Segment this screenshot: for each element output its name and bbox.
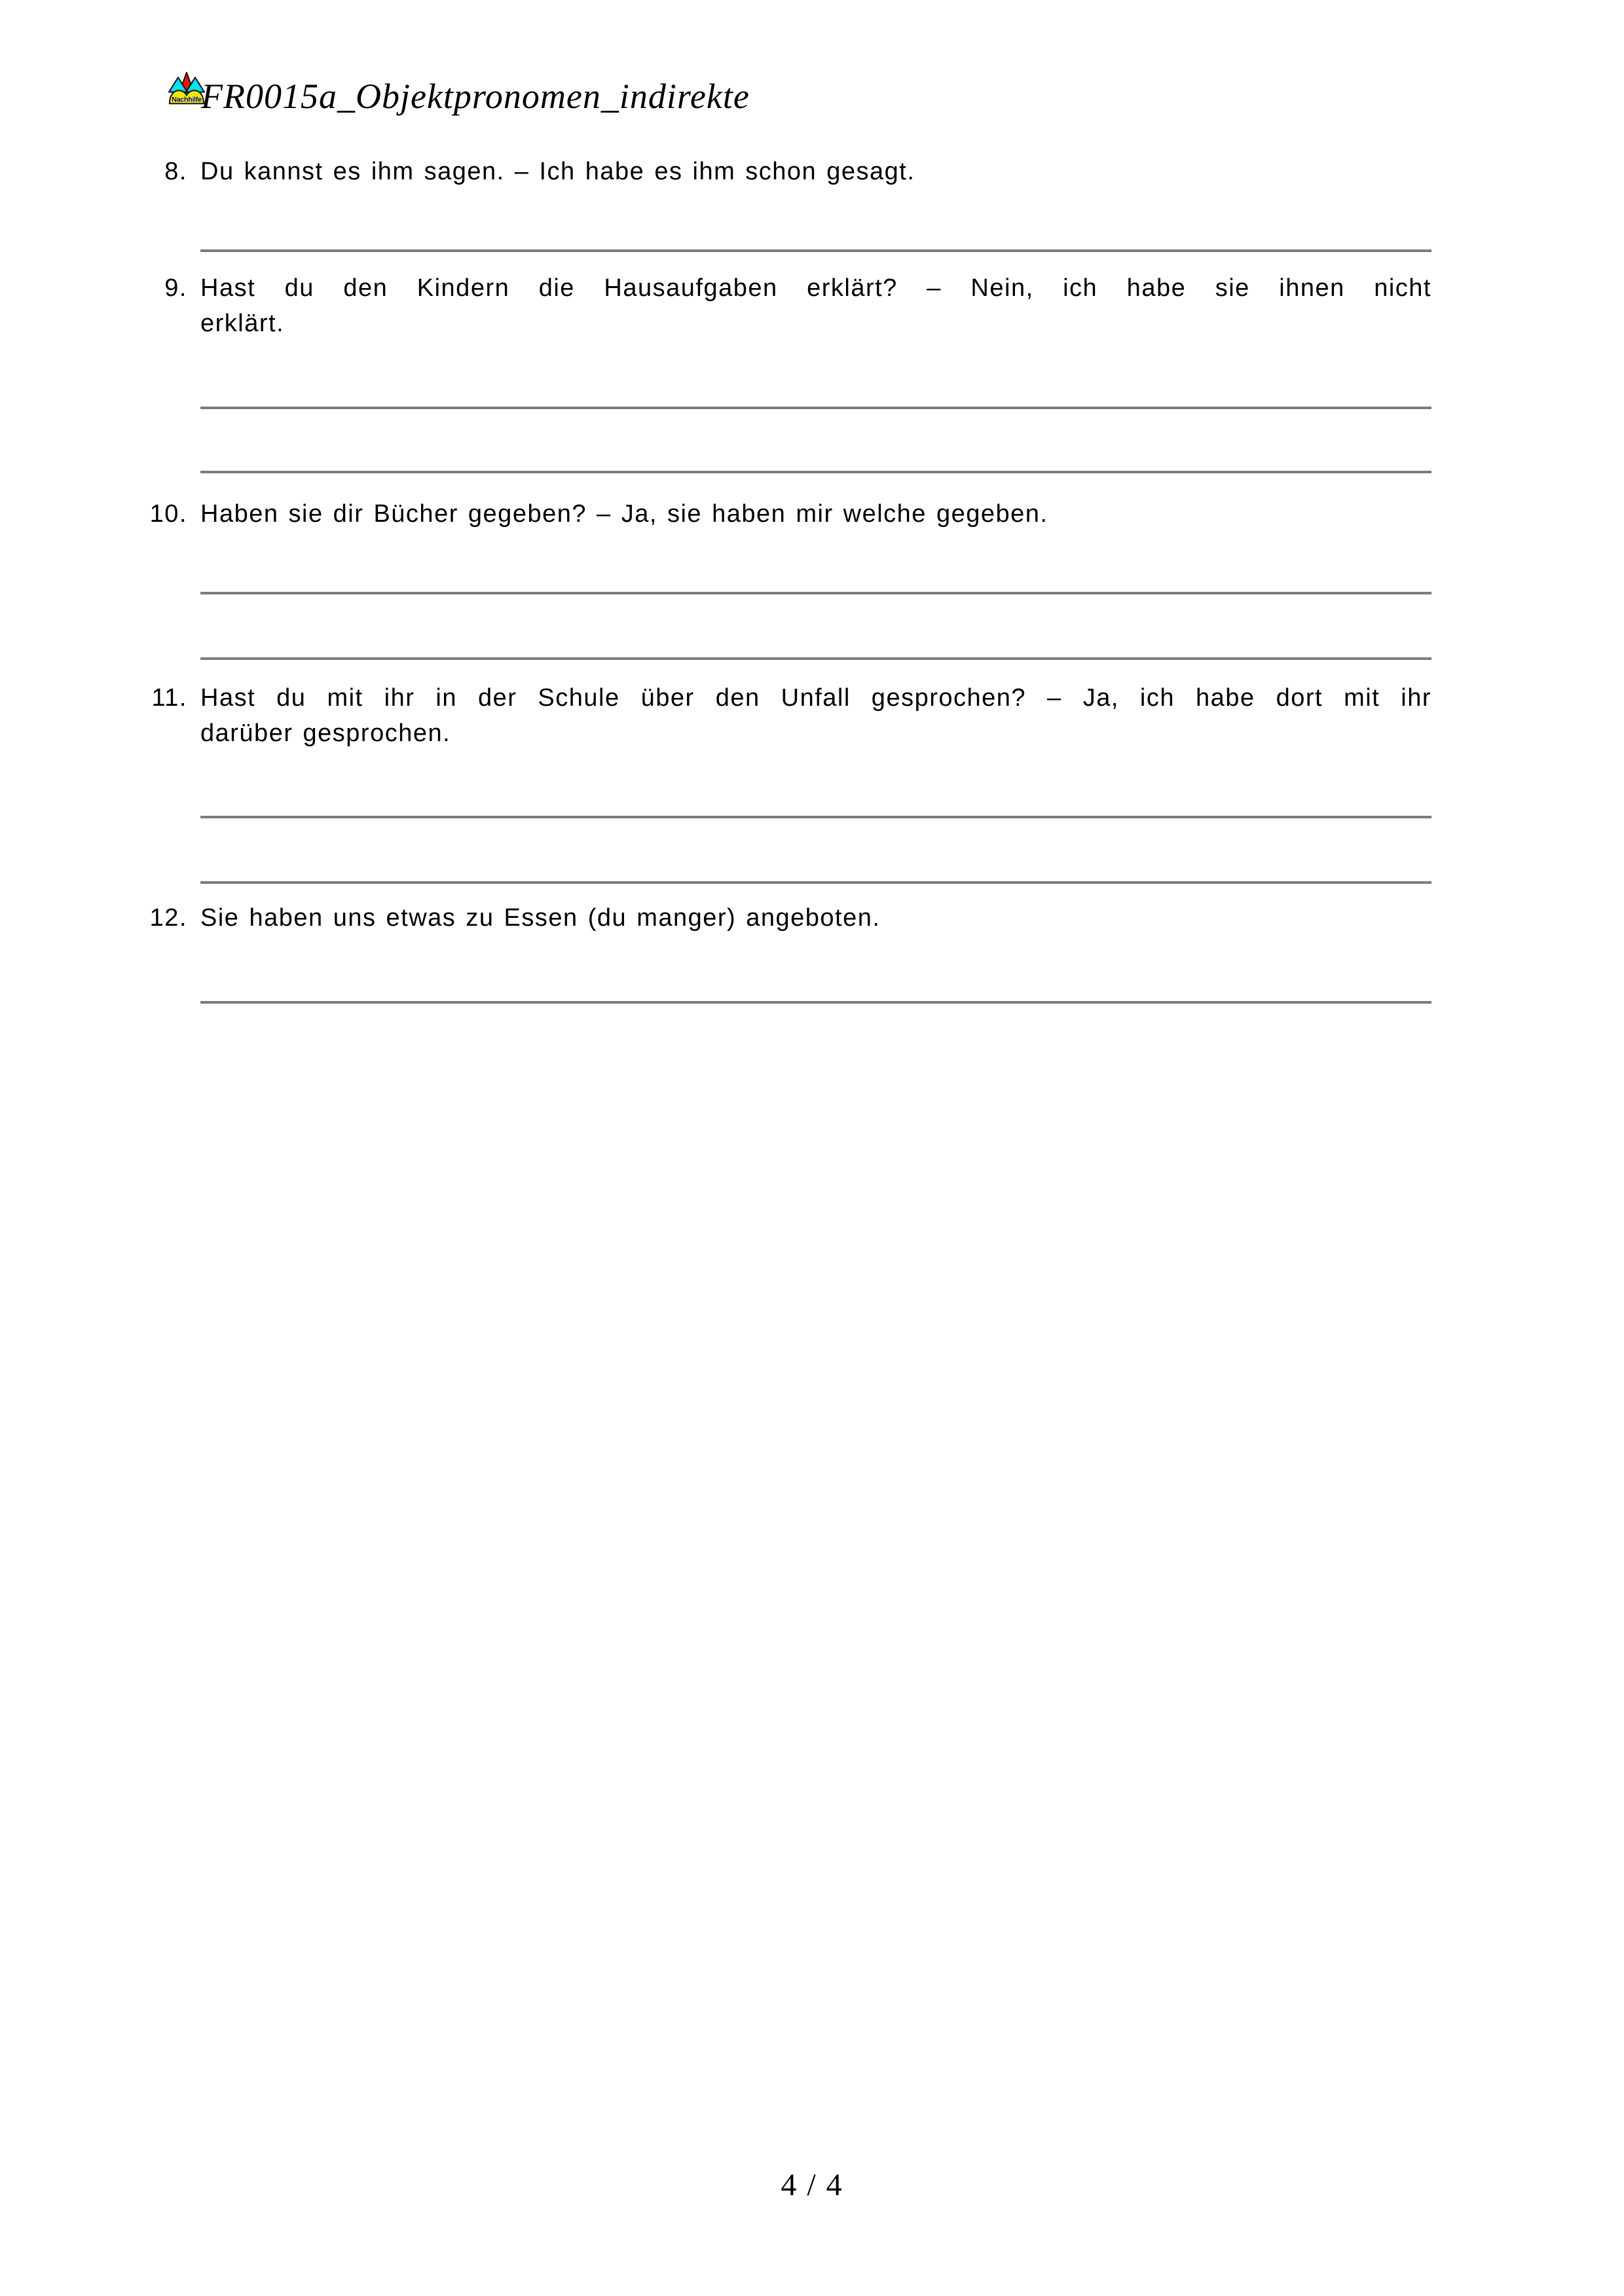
exercise-item-11 [144,680,1431,751]
item-text [200,270,1431,341]
document-title: FR0015a_Objektpronomen_indirekte [201,77,750,116]
answer-line [200,592,1431,594]
exercise-item-12 [144,900,1431,936]
logo-label: Nachhilfe [172,96,202,104]
item-text-line: Du kannst es ihm sagen. – Ich habe es ihm schon gesagt. [200,158,915,185]
item-number: 11. [151,684,187,712]
answer-line [200,471,1431,473]
item-number: 12. [149,904,187,932]
page-number: 4 / 4 [781,2168,843,2202]
answer-line [200,249,1431,252]
answer-line [200,657,1431,660]
nachhilfe-logo [168,71,206,106]
item-text-line: Hast du mit ihr in der Schule über den Unfall gesprochen? – Ja, ich habe dort mit ihr [200,684,1431,712]
exercise-item-10 [144,496,1431,532]
item-text [200,680,1431,751]
item-text-line: darüber gesprochen. [200,720,451,747]
answer-line [200,816,1431,818]
item-text-line: Hast du den Kindern die Hausaufgaben erklärt? – Nein, ich habe sie ihnen nicht [200,274,1431,302]
item-text-line: Sie haben uns etwas zu Essen (du manger) angeboten. [200,904,881,932]
item-number: 10. [149,500,187,528]
item-text [200,154,1431,189]
item-number: 9. [164,274,187,302]
item-text-line: Haben sie dir Bücher gegeben? – Ja, sie haben mir welche gegeben. [200,500,1048,528]
exercise-item-9 [144,270,1431,341]
item-text-line: erklärt. [200,310,285,337]
answer-line [200,1001,1431,1004]
item-text [200,900,1431,936]
answer-line [200,881,1431,884]
item-text [200,496,1431,532]
answer-line [200,407,1431,409]
exercise-item-8 [144,154,1431,189]
item-number: 8. [164,158,187,185]
